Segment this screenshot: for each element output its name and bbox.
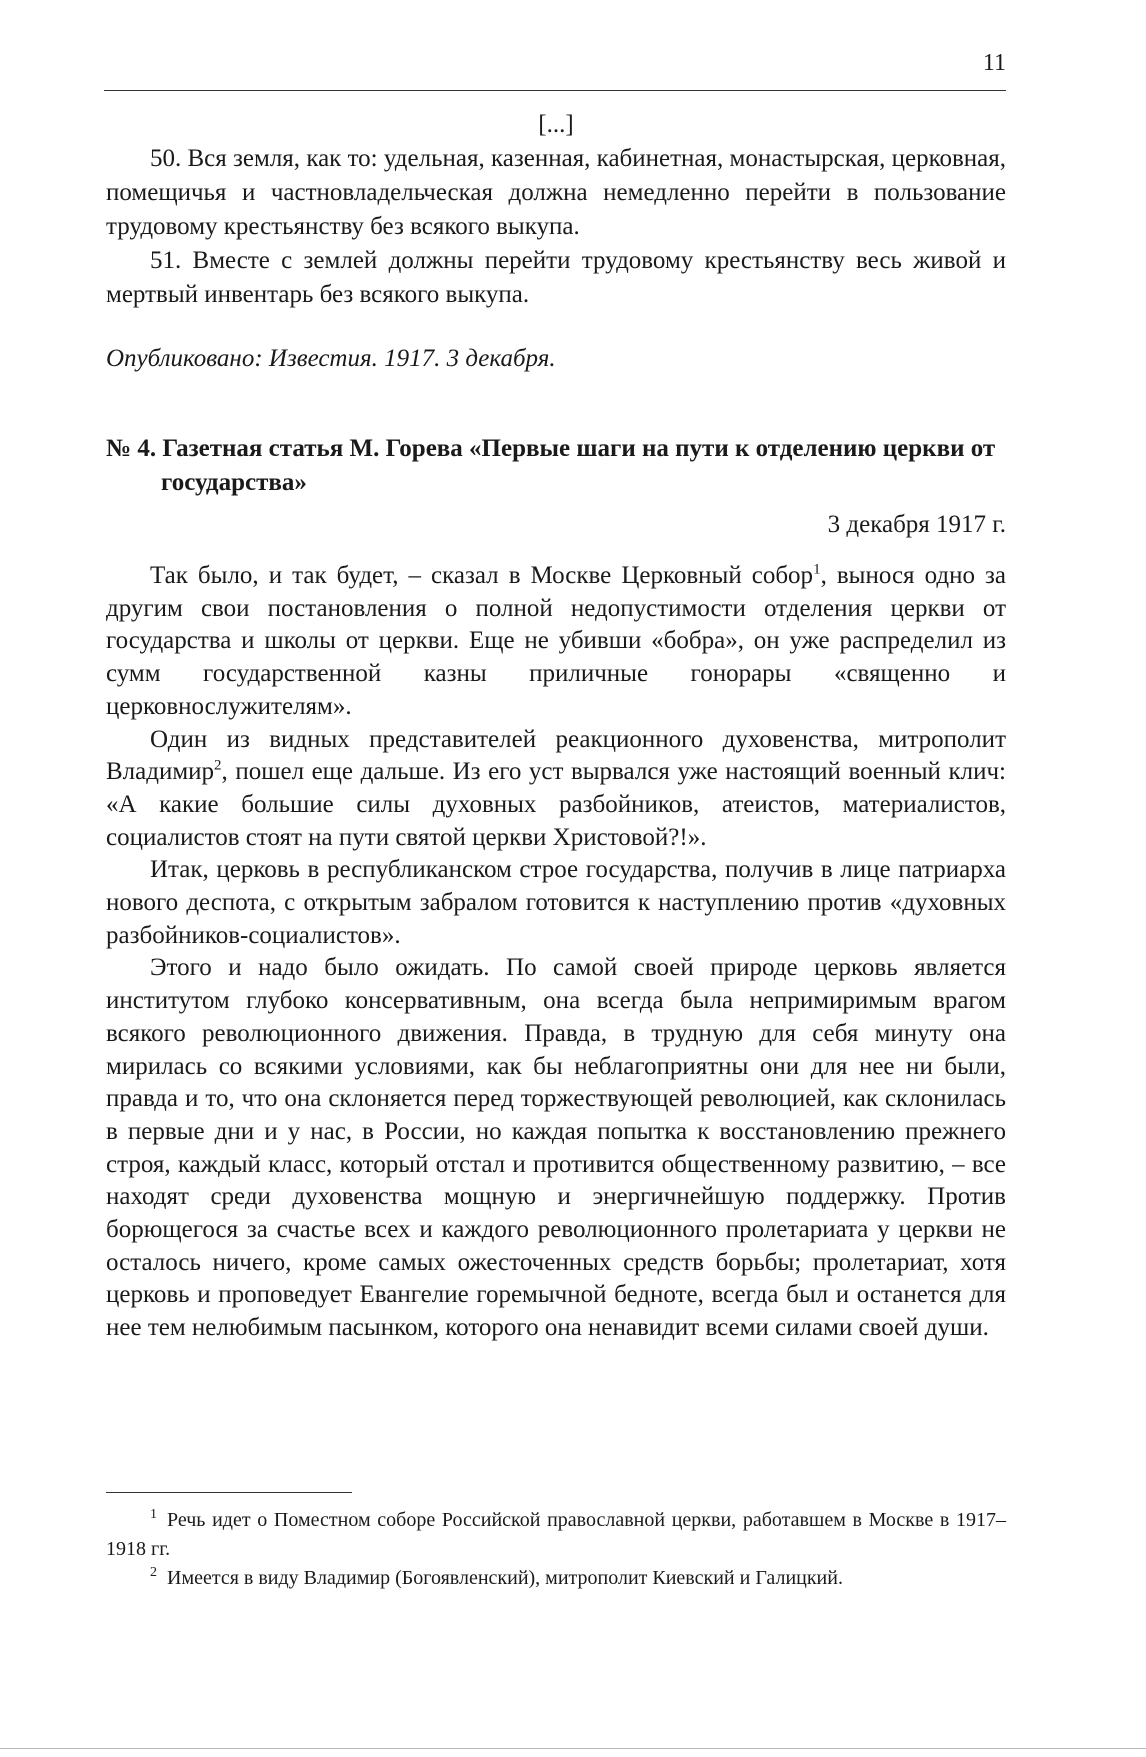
footnote-mark: 1 bbox=[150, 1507, 157, 1523]
body-paragraph: Итак, церковь в республиканском строе государства, получив в лице патриарха нового деспота, с открытым забралом готовится к наступлению против «духовных разбойников-социалистов». bbox=[106, 856, 1006, 949]
body-paragraph bbox=[106, 560, 1006, 724]
footnote bbox=[106, 1564, 1006, 1593]
body-text: , пошел еще дальше. Из его уст вырвался уже настоящий военный клич: «А какие большие силы духовных разбойников, атеистов, материалистов, социалистов стоят на пути святой церкви Христовой?!». bbox=[106, 758, 1006, 851]
footnote-ref-2: 2 bbox=[214, 757, 222, 774]
body-text: Один из видных представителей реакционного духовенства, митрополит Владимир bbox=[106, 725, 1006, 786]
body-paragraph: Этого и надо было ожидать. По самой своей природе церковь является институтом глубоко консервативным, она всегда была непримиримым врагом всякого революционного движения. Правда, в трудную для себя минуту она мирилась со всякими условиями, как бы неблагоприятны они для нее ни были, правда и то, что она склоняется перед торжествующей революцией, как склонилась в первые дни и у нас, в России, но каждая попытка к восстановлению прежнего строя, каждый класс, который отстал и противится общественному развитию, – все находят среди духовенства мощную и энергичнейшую поддержку. Против борющегося за счастье всех и каждого революционного пролетариата у церкви не осталось ничего, кроме самых ожесточенных средств борьбы; пролетариат, хотя церковь и проповедует Евангелие горемычной бедноте, всегда был и останется для нее тем нелюбимым пасынком, которого она ненавидит всеми силами своей души. bbox=[106, 954, 1006, 1342]
footnote bbox=[106, 1506, 1006, 1564]
footnotes bbox=[106, 1506, 1006, 1593]
body-paragraph bbox=[106, 724, 1006, 855]
footnote-mark: 2 bbox=[150, 1565, 157, 1581]
document-heading: № 4. Газетная статья М. Горева «Первые шаги на пути к отделению церкви от государства» bbox=[106, 435, 996, 496]
document-date: 3 декабря 1917 г. bbox=[827, 511, 1006, 538]
page-number: 11 bbox=[982, 50, 1006, 76]
paragraph-50: 50. Вся земля, как то: удельная, казенная, кабинетная, монастырская, церковная, помещичья и частновладельческая должна немедленно перейти в пользование трудовому крестьянству без всякого выкупа. bbox=[106, 145, 1006, 240]
header-rule bbox=[104, 90, 1006, 91]
footnote-ref-1: 1 bbox=[813, 561, 821, 578]
footnote-text: Речь идет о Поместном соборе Российской православной церкви, работавшем в Москве в 1917–1918 гг. bbox=[106, 1509, 1006, 1560]
body-text: , вынося одно за другим свои постановления о полной недопустимости отделения церкви от государства и школы от церкви. Еще не убивши «бобра», он уже распределил из сумм государственной казны приличные гонорары «священно и церковнослужителям». bbox=[106, 562, 1006, 720]
paragraph-51: 51. Вместе с землей должны перейти трудовому крестьянству весь живой и мертвый инвентарь без всякого выкупа. bbox=[106, 247, 1006, 308]
page-bottom-edge bbox=[0, 1748, 1146, 1749]
footnote-separator bbox=[106, 1492, 352, 1493]
body-text: Так было, и так будет, – сказал в Москве Церковный собор bbox=[150, 562, 814, 589]
publication-source: Опубликовано: Известия. 1917. 3 декабря. bbox=[106, 345, 556, 372]
footnote-text: Имеется в виду Владимир (Богоявленский), митрополит Киевский и Галицкий. bbox=[167, 1567, 843, 1589]
omission-mark: [...] bbox=[538, 111, 574, 138]
page-content bbox=[106, 108, 1006, 1345]
